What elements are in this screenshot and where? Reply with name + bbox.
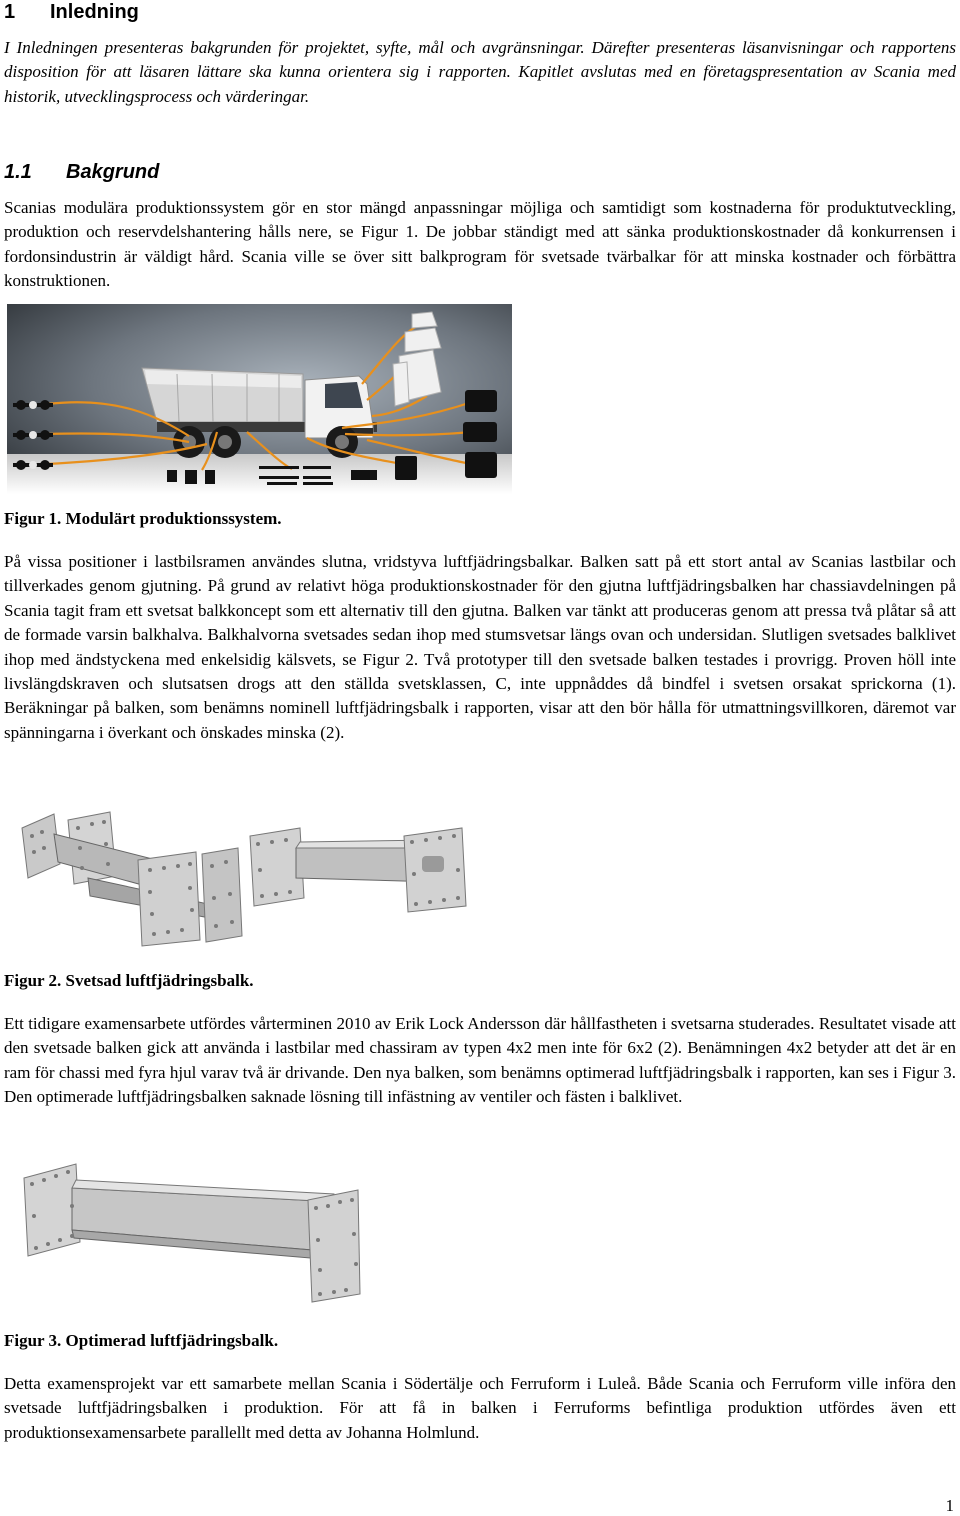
figure-1-modular-system <box>7 304 512 494</box>
figure-2-welded-beam <box>18 808 504 948</box>
figure-2-caption: Figur 2. Svetsad luftfjädringsbalk. <box>4 971 254 990</box>
chapter-title: Inledning <box>50 1 139 23</box>
figure-1-caption: Figur 1. Modulärt produktionssystem. <box>4 509 282 528</box>
collaboration-paragraph: Detta examensprojekt var ett samarbete mellan Scania i Södertälje och Ferruform i Luleå. Både Scania och Ferruform ville införa den svetsade luftfjädringsbalken i produktion. För att få in balken i Ferruforms befintliga produktion utfördes även ett produktionsexamensarbete parallellt med detta av Johanna Holmlund. <box>4 1374 956 1442</box>
beam-paragraph: På vissa positioner i lastbilsramen användes slutna, vridstyva luftfjädringsbalkar. Balken satt på ett stort antal av Scanias lastbilar och tillverkades genom gjutning. På grund av relativt höga produktionskostnader för den gjutna luftfjädringsbalken har chassiavdelningen på Scania tagit fram ett svetsat balkkoncept som ett alternativ till den gjutna. Balken var tänkt att produceras genom att pressa två plåtar så att de formade varsin balkhalva. Balkhalvorna svetsades sedan ihop med stumsvetsar längs ovan och undersidan. Slutligen svetsades balklivet ihop med ändstyckena med enkelsidig kälsvets, se Figur 2. Två prototyper till den svetsade balken testades i provrigg. Proven höll inte livslängdskraven och slutsatsen drogs att den ställda svetsklassen, C, inte uppnåddes då bindfel i svetsen orsakat sprickorna (1). Beräkningar på balken, som benämns nominell luftfjädringsbalk i rapporten, visar att den bör hålla för utmattningsvillkoren, däremot var spänningarna i överkant och önskades minska (2). <box>4 552 956 742</box>
section-heading <box>4 160 159 184</box>
optimized-beam-illustration <box>24 1164 360 1302</box>
section-number: 1.1 <box>4 161 32 183</box>
intro-paragraph: I Inledningen presenteras bakgrunden för projektet, syfte, mål och avgränsningar. Därefter presenteras läsanvisningar och rapportens disposition för att läsaren lättare ska kunna orientera sig i rapporten. Kapitlet avslutas med en företagspresentation av Scania med historik, utvecklingsprocess och värderingar. <box>4 38 956 106</box>
figure-3-optimized-beam <box>18 1160 364 1306</box>
chapter-heading <box>4 0 139 24</box>
background-paragraph: Scanias modulära produktionssystem gör en stor mängd anpassningar möjliga och samtidigt som kostnaderna för produktutveckling, produktion och reservdelshantering hålls nere, se Figur 1. De jobbar ständigt med att sänka produktionskostnader då konkurrensen i fordonsindustrin är väldigt hård. Scania ville se över sitt balkprogram för svetsade tvärbalkar för att minska kostnader och förbättra konstruktionen. <box>4 198 956 291</box>
assembled-beam-illustration <box>250 828 466 912</box>
figure-3-caption: Figur 3. Optimerad luftfjädringsbalk. <box>4 1331 279 1350</box>
page-number: 1 <box>945 1496 954 1515</box>
section-title: Bakgrund <box>66 161 160 183</box>
previous-thesis-paragraph: Ett tidigare examensarbete utfördes vårterminen 2010 av Erik Lock Andersson där hållfastheten i svetsarna studerades. Resultatet visade att den svetsade balken gick att använda i lastbilar med chassiram av typen 4x2 men inte för 6x2 (2). Benämningen 4x2 betyder att det är en ram för chassi med fyra hjul varav två är drivande. Den nya balken, som benämns optimerad luftfjädringsbalk i rapporten, kan ses i Figur 3. Den optimerade luftfjädringsbalken saknade lösning till infästning av ventiler och fästen i balklivet. <box>4 1014 956 1107</box>
chapter-number: 1 <box>4 1 16 23</box>
exploded-beam-illustration <box>22 812 242 946</box>
